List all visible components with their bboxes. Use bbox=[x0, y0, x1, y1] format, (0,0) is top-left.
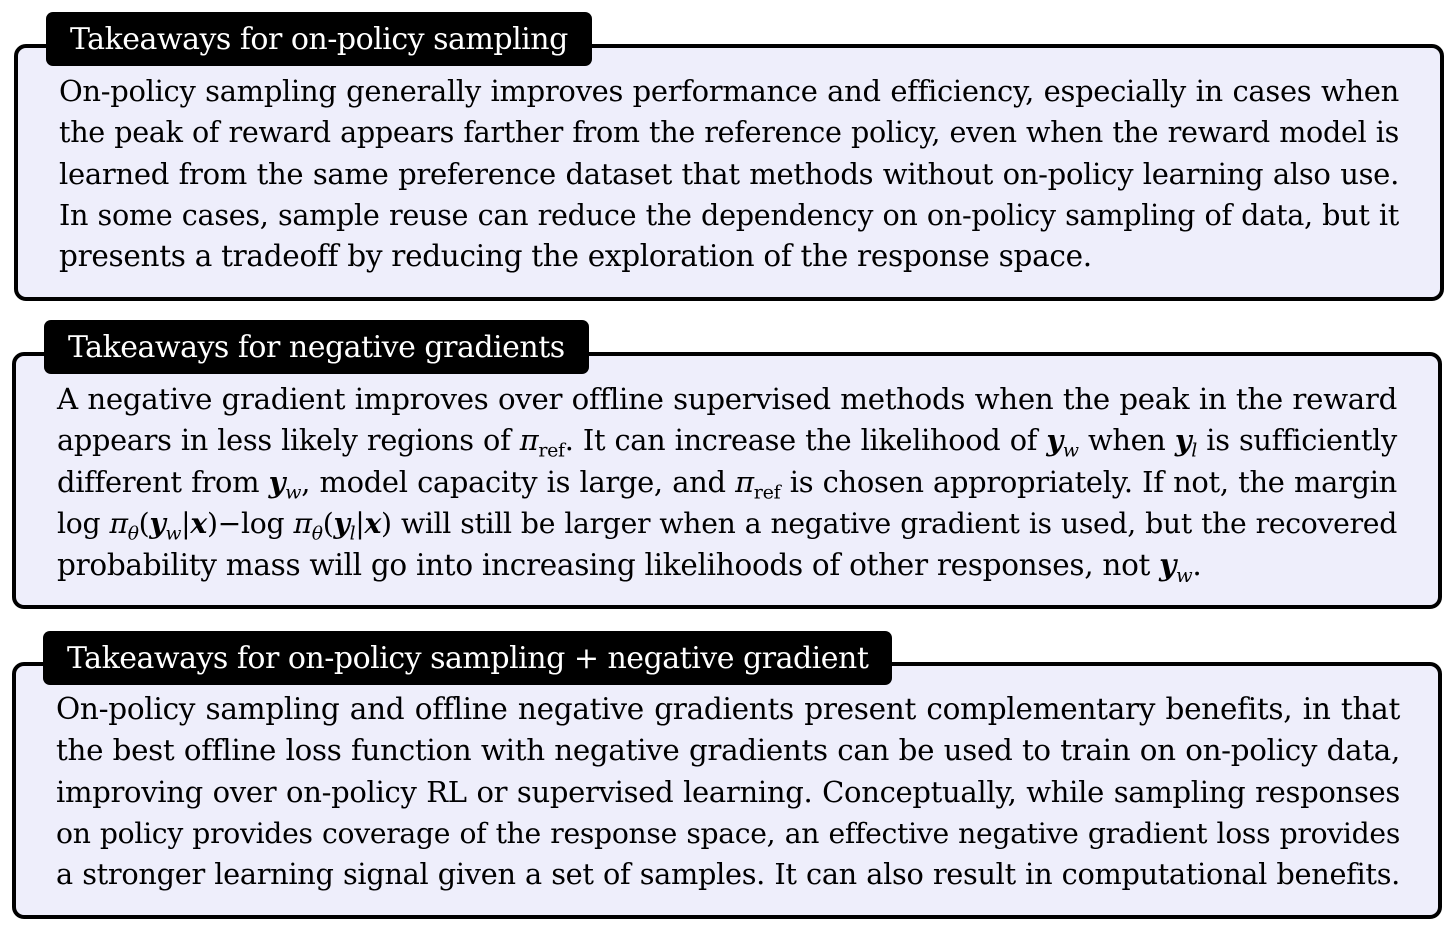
body-line: probability mass will go into increasing likelihoods of other responses, not $y_w$. bbox=[57, 547, 1202, 587]
body-line: the peak of reward appears farther from the reference policy, even when the reward model is bbox=[59, 115, 1399, 150]
body-line: On-policy sampling and offline negative gradients present complementary benefits, in that bbox=[56, 692, 1400, 726]
math-y: y bbox=[1174, 423, 1192, 458]
body-line: the best offline loss function with negative gradients can be used to train on on-policy data, bbox=[56, 733, 1400, 768]
body-line: $\log \pi_\theta(y_w|x)-\log$ $\pi_\theta(y_l|x)$ will still be larger when a negative gradient is used, but the recovered bbox=[57, 505, 1397, 545]
body-line: On-policy sampling generally improves performance and efficiency, especially in cases when bbox=[59, 74, 1399, 108]
math-pi: π bbox=[519, 423, 539, 458]
takeaway-body bbox=[59, 71, 1399, 277]
body-line: a stronger learning signal given a set of samples. It can also result in computational benefits. bbox=[56, 857, 1400, 891]
body-line: on policy provides coverage of the response space, an effective negative gradient loss provides bbox=[56, 816, 1400, 850]
math-y: y bbox=[268, 464, 286, 499]
body-line: appears in less likely regions of $\pi_{ref}$. It can increase the likelihood of $y_w$ when $y_l$ is sufficiently bbox=[57, 423, 1397, 462]
takeaway-body bbox=[56, 689, 1400, 895]
takeaway-body bbox=[57, 379, 1397, 586]
body-line: A negative gradient improves over offline supervised methods when the peak in the reward bbox=[57, 382, 1397, 416]
math-y: y bbox=[1159, 547, 1177, 582]
body-line: presents a tradeoff by reducing the exploration of the response space. bbox=[59, 239, 1092, 273]
takeaway-title: Takeaways for negative gradients bbox=[44, 320, 589, 374]
math-pi: π bbox=[735, 464, 754, 499]
takeaway-title: Takeaways for on-policy sampling + negative gradient bbox=[43, 631, 892, 685]
takeaway-title: Takeaways for on-policy sampling bbox=[46, 12, 592, 66]
body-line: different from $y_w$, model capacity is large, and $\pi_{ref}$ is chosen appropriately. If not, the margin bbox=[57, 464, 1398, 504]
body-line: improving over on-policy RL or supervised learning. Conceptually, while sampling responses bbox=[56, 774, 1400, 809]
body-line: In some cases, sample reuse can reduce the dependency on on-policy sampling of data, but it bbox=[59, 197, 1399, 232]
body-line: learned from the same preference dataset that methods without on-policy learning also use. bbox=[59, 156, 1399, 191]
math-y: y bbox=[1046, 423, 1063, 458]
